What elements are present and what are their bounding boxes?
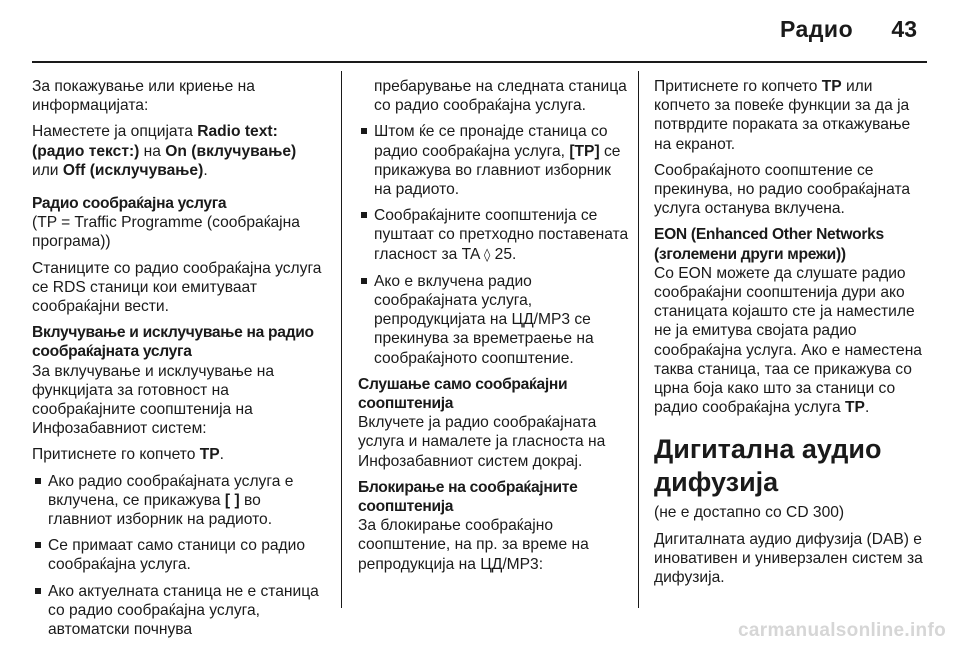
paragraph: Дигиталната аудио дифузија (DAB) е иновативен и универзален систем за дифузија. bbox=[654, 530, 923, 587]
paragraph: Притиснете го копчето TP. bbox=[32, 446, 224, 464]
list-item: Ако актуелната станица не е станица со радио сообраќајна услуга, автоматски почнува bbox=[32, 582, 327, 640]
page-header-title: Радио bbox=[780, 16, 854, 42]
paragraph: Со EON можете да слушате радио сообраќајни соопштенија дури ако станицата којашто сте ја наместиле не ја емитува својата радио сообраќајна услуга. Ако е наместена таква станица, таа се прикажува со црна боја како што за станици со радио сообраќајна услуга TP. bbox=[654, 264, 922, 417]
column-2 bbox=[358, 77, 630, 581]
section-heading: Вклучување и исклучување на радио сообраќајната услуга bbox=[32, 324, 314, 361]
list-item: Се примаат само станици со радио сообраќајна услуга. bbox=[32, 536, 327, 574]
paragraph: пребарување на следната станица со радио сообраќајна услуга. bbox=[374, 78, 627, 115]
paragraph: Станиците со радио сообраќајна услуга се RDS станици кои емитуваат сообраќајни вести. bbox=[32, 259, 322, 316]
paragraph: Притиснете го копчето TP или копчето за повеќе функции за да ја потврдите пораката за откажување на екранот. bbox=[654, 78, 911, 153]
bullet-list bbox=[358, 122, 630, 367]
paragraph: За покажување или криење на информацијата: bbox=[32, 78, 255, 115]
list-item: Ако радио сообраќајната услуга е вклучена, се прикажува [ ] во главниот изборник на радиото. bbox=[32, 472, 327, 530]
paragraph: (не е достапно со CD 300) bbox=[654, 504, 845, 522]
page-number: 43 bbox=[891, 16, 917, 42]
section-heading: Блокирање на сообраќајните соопштенија bbox=[358, 478, 578, 516]
paragraph: Наместете ја опцијата Radio text: (радио текст:) на On (вклучување) или Off (исклучување). bbox=[32, 123, 297, 179]
section-heading: Радио сообраќајна услуга bbox=[32, 195, 227, 213]
watermark: carmanualsonline.info bbox=[738, 620, 946, 641]
column-divider-2 bbox=[638, 71, 639, 608]
list-item: Ако е вклучена радио сообраќајната услуга, репродукцијата на ЦД/MP3 се прекинува за времетраење на сообраќајното соопштение. bbox=[358, 272, 630, 368]
paragraph: Сообраќајното соопштение се прекинува, но радио сообраќајната услуга останува вклучена. bbox=[654, 161, 911, 218]
paragraph: За вклучување и исклучување на функцијата за готовност на сообраќајните соопштенија на Инфозабавниот систем: bbox=[32, 362, 275, 438]
column-divider-1 bbox=[341, 71, 342, 608]
column-1 bbox=[32, 77, 327, 646]
list-item: Штом ќе се пронајде станица со радио сообраќајна услуга, [TP] се прикажува во главниот изборник на радиото. bbox=[358, 122, 630, 199]
header-rule bbox=[32, 61, 927, 63]
list-item: Сообраќајните соопштенија се пуштаат со претходно поставената гласност за TA ◊ 25. bbox=[358, 206, 630, 265]
paragraph: Вклучете ја радио сообраќајната услуга и намалете ја гласноста на Инфозабавниот систем докрај. bbox=[358, 414, 606, 470]
column-3 bbox=[654, 77, 929, 594]
paragraph: За блокирање сообраќајно соопштение, на пр. за време на репродукција на ЦД/MP3: bbox=[358, 517, 589, 573]
major-heading: Дигитална аудио дифузија bbox=[654, 434, 882, 498]
section-heading: Слушање само сообраќајни соопштенија bbox=[358, 375, 568, 413]
paragraph: (TP = Traffic Programme (сообраќајна програма)) bbox=[32, 214, 300, 251]
page-reference-icon: ◊ bbox=[483, 247, 491, 263]
bullet-list bbox=[32, 472, 327, 640]
section-heading: EON (Enhanced Other Networks (зголемени други мрежи)) bbox=[654, 226, 884, 263]
